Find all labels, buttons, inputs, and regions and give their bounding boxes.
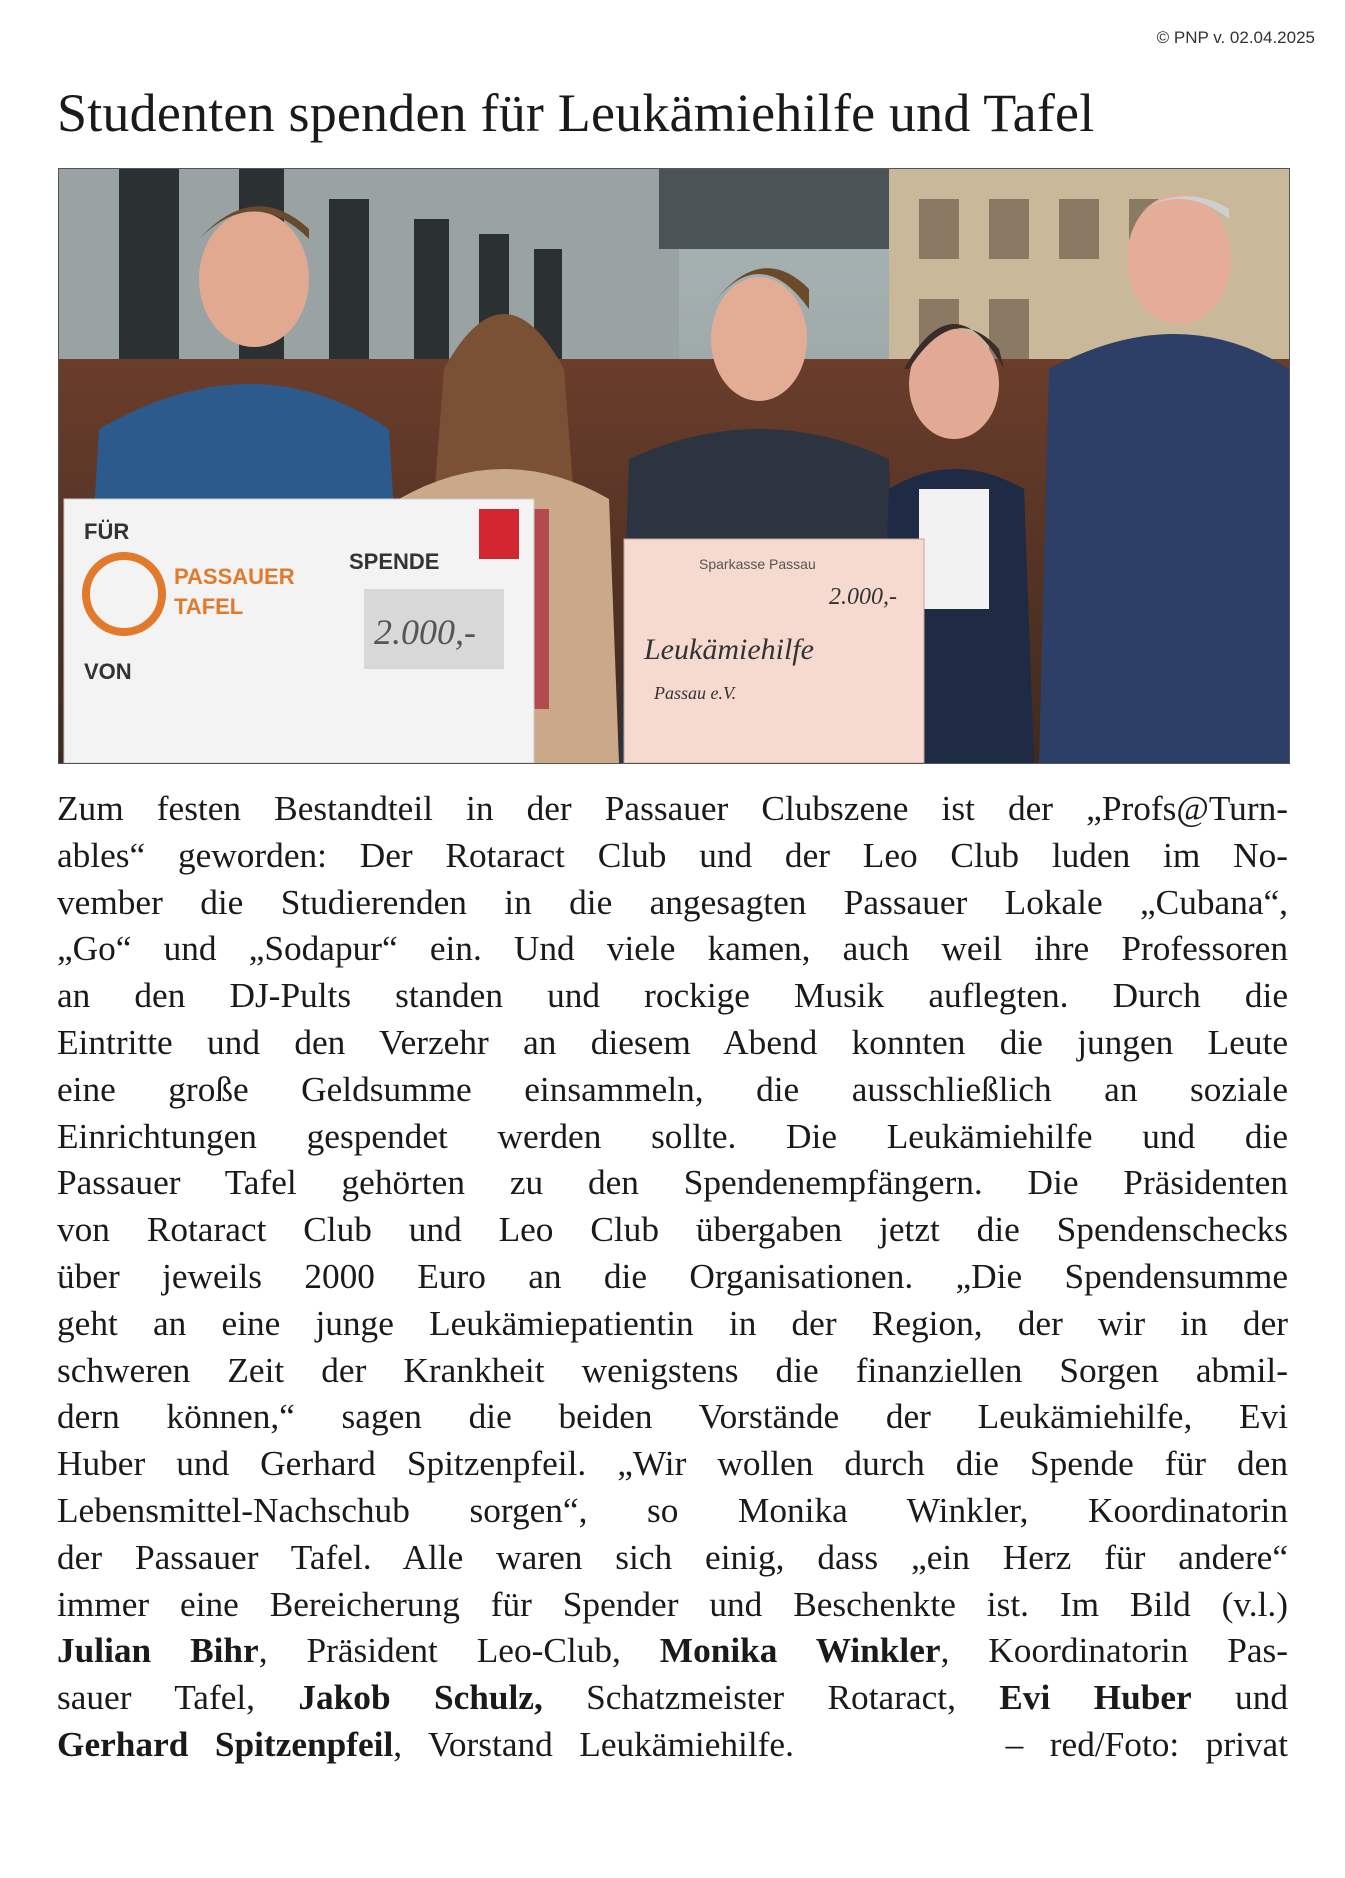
person-name: Jakob Schulz, [298, 1678, 543, 1718]
article-text: vember die Studierenden in die angesagten Passauer Lokale „Cubana“, [57, 882, 1288, 922]
check-left-amount: 2.000,- [374, 612, 476, 652]
article-text: Passauer Tafel gehörten zu den Spendenempfängern. Die Präsidenten [57, 1163, 1288, 1203]
article-line [57, 973, 1288, 1020]
article-text: Lebensmittel-Nachschub sorgen“, so Monika Winkler, Koordinatorin [57, 1490, 1288, 1530]
person-name: Monika Winkler [659, 1631, 941, 1671]
article-line [57, 1301, 1288, 1348]
check-right-bank: Sparkasse Passau [699, 556, 816, 572]
article-line [57, 1582, 1288, 1629]
article-text: Huber und Gerhard Spitzenpfeil. „Wir wollen durch die Spende für den [57, 1444, 1288, 1484]
article-text: , Präsident Leo-Club, [258, 1631, 660, 1671]
article-text: Eintritte und den Verzehr an diesem Abend konnten die jungen Leute [57, 1022, 1288, 1062]
article-line [57, 833, 1288, 880]
person-name: Julian Bihr [57, 1631, 259, 1671]
article-line [57, 1628, 1288, 1675]
article-text: geht an eine junge Leukämiepatientin in der Region, der wir in der [57, 1303, 1288, 1343]
article-line [57, 1535, 1288, 1582]
article-text: , Vorstand Leukämiehilfe. – red/Foto: privat [393, 1724, 1288, 1764]
article-body [57, 786, 1288, 1769]
photo-illustration [59, 169, 1289, 763]
check-left-org-line2: TAFEL [174, 594, 244, 619]
article-line [57, 1254, 1288, 1301]
person-name: Gerhard Spitzenpfeil [57, 1724, 394, 1764]
article-line [57, 1722, 1288, 1769]
article-text: sauer Tafel, [57, 1678, 299, 1718]
article-line [57, 1020, 1288, 1067]
article-text: und [1191, 1678, 1288, 1718]
article-line [57, 926, 1288, 973]
check-right-amount: 2.000,- [829, 584, 897, 610]
article-text: der Passauer Tafel. Alle waren sich einig, dass „ein Herz für andere“ [57, 1537, 1288, 1577]
article-line [57, 1488, 1288, 1535]
article-text: dern können,“ sagen die beiden Vorstände der Leukämiehilfe, Evi [57, 1397, 1288, 1437]
article-text: schweren Zeit der Krankheit wenigstens die finanziellen Sorgen abmil- [57, 1350, 1288, 1390]
copyright-notice: © PNP v. 02.04.2025 [1156, 28, 1315, 47]
headline: Studenten spenden für Leukämiehilfe und Tafel [57, 83, 1095, 143]
check-left-org-line1: PASSAUER [174, 564, 295, 589]
article-line [57, 1441, 1288, 1488]
check-left-spende: SPENDE [349, 549, 440, 574]
article-text: Schatzmeister Rotaract, [542, 1678, 1000, 1718]
article-photo [58, 168, 1290, 764]
article-text: ables“ geworden: Der Rotaract Club und der Leo Club luden im No- [57, 835, 1288, 875]
article-line [57, 1207, 1288, 1254]
check-left-fur: FÜR [84, 519, 130, 544]
article-text: Zum festen Bestandteil in der Passauer Clubszene ist der „Profs@Turn- [57, 789, 1288, 828]
check-left-von: VON [84, 659, 132, 684]
article-text: von Rotaract Club und Leo Club übergaben jetzt die Spendenschecks [57, 1210, 1288, 1250]
article-text: , Koordinatorin Pas- [940, 1631, 1288, 1671]
article-text: über jeweils 2000 Euro an die Organisationen. „Die Spendensumme [57, 1256, 1288, 1296]
article-text: eine große Geldsumme einsammeln, die ausschließlich an soziale [57, 1069, 1288, 1109]
article-line [57, 1067, 1288, 1114]
article-line [57, 786, 1288, 833]
article-line [57, 1394, 1288, 1441]
article-line [57, 880, 1288, 927]
article-line [57, 1114, 1288, 1161]
article-line [57, 1348, 1288, 1395]
article-text: Einrichtungen gespendet werden sollte. Die Leukämiehilfe und die [57, 1116, 1288, 1156]
check-right-recipient: Leukämiehilfe [644, 633, 814, 666]
person-name: Evi Huber [999, 1678, 1192, 1718]
article-text: an den DJ-Pults standen und rockige Musik auflegten. Durch die [57, 976, 1288, 1016]
article-text: immer eine Bereicherung für Spender und Beschenkte ist. Im Bild (v.l.) [57, 1584, 1288, 1624]
article-text: „Go“ und „Sodapur“ ein. Und viele kamen, auch weil ihre Professoren [57, 929, 1288, 969]
article-line [57, 1160, 1288, 1207]
article-line [57, 1675, 1288, 1722]
check-right-recipient-sub: Passau e.V. [654, 683, 737, 703]
